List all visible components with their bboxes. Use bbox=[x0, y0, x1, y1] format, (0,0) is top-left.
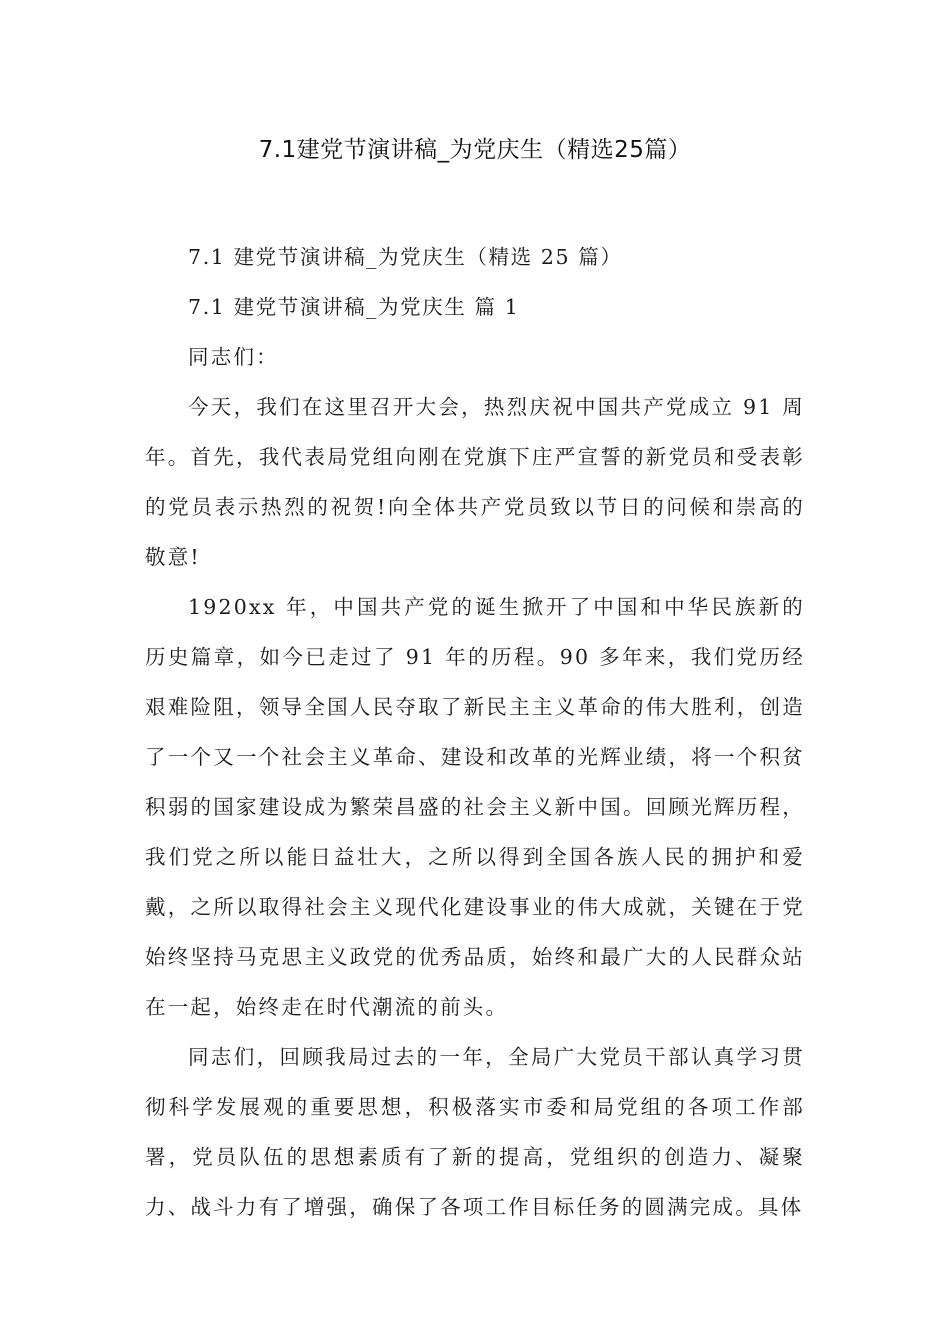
section-heading: 7.1 建党节演讲稿_为党庆生 篇 1 bbox=[188, 295, 520, 319]
salutation: 同志们： bbox=[188, 345, 279, 369]
paragraph: 今天，我们在这里召开大会，热烈庆祝中国共产党成立 91 周年。首先，我代表局党组向刚在党旗下庄严宣誓的新党员和受表彰的党员表示热烈的祝贺!向全体共产党员致以节日的问候和崇高的敬意! bbox=[145, 395, 805, 569]
paragraph: 同志们，回顾我局过去的一年，全局广大党员干部认真学习贯彻科学发展观的重要思想，积极落实市委和局党组的各项工作部署，党员队伍的思想素质有了新的提高，党组织的创造力、凝聚力、战斗力有了增强，确保了各项工作目标任务的圆满完成。具体 bbox=[145, 1045, 805, 1219]
paragraph: 1920xx 年，中国共产党的诞生掀开了中国和中华民族新的历史篇章，如今已走过了 91 年的历程。90 多年来，我们党历经艰难险阻，领导全国人民夺取了新民主主义革命的伟大胜利，创造了一个又一个社会主义革命、建设和改革的光辉业绩，将一个积贫积弱的国家建设成为繁荣昌盛的社会主义新中国。回顾光辉历程，我们党之所以能日益壮大，之所以得到全国各族人民的拥护和爱戴，之所以取得社会主义现代化建设事业的伟大成就，关键在于党始终坚持马克思主义政党的优秀品质，始终和最广大的人民群众站在一起，始终走在时代潮流的前头。 bbox=[145, 595, 805, 1019]
document-title: 7.1建党节演讲稿_为党庆生（精选25篇） bbox=[258, 137, 692, 163]
document-body bbox=[145, 232, 805, 1232]
document-subtitle: 7.1 建党节演讲稿_为党庆生（精选 25 篇） bbox=[188, 245, 623, 269]
